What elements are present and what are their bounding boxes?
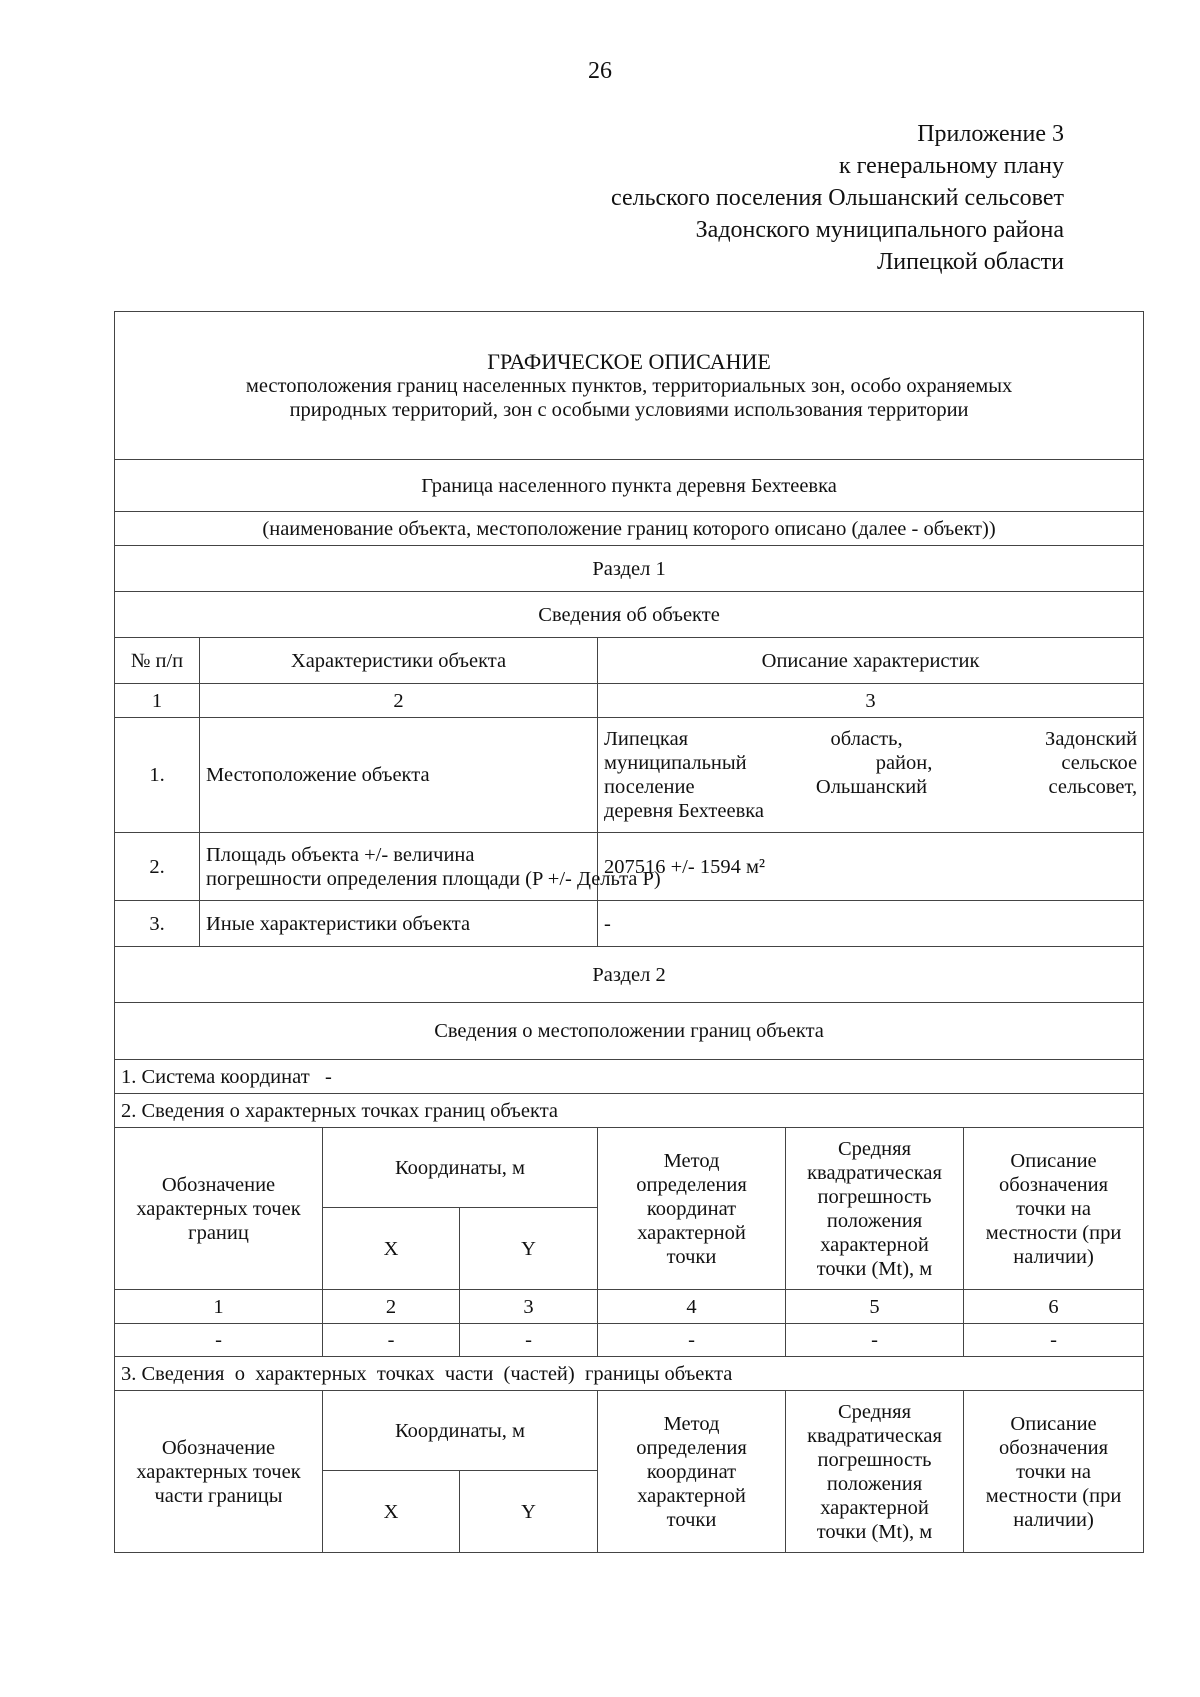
- points-col-number: 3: [460, 1290, 598, 1324]
- header-line: координат: [646, 1197, 737, 1220]
- header-line: погрешность: [817, 1185, 932, 1208]
- header-line: Обозначение: [161, 1436, 276, 1459]
- parts-heading: 3. Сведения о характерных точках части (частей) границы объекта: [115, 1357, 1144, 1391]
- header-line: точки на: [1016, 1460, 1091, 1483]
- page-number: 26: [588, 58, 612, 84]
- parts-col-x: X: [323, 1471, 460, 1553]
- characteristic-area-line2: погрешности определения площади (P +/- Дельта P): [206, 867, 661, 890]
- parts-col-y: Y: [460, 1471, 598, 1553]
- object-name: Граница населенного пункта деревня Бехтеевка: [115, 460, 1144, 512]
- description-line: деревня Бехтеевка: [604, 800, 765, 822]
- header-line: характерной: [820, 1496, 929, 1519]
- document-subtitle-line1: местоположения границ населенных пунктов, территориальных зон, особо охраняемых: [245, 374, 1013, 397]
- characteristic-area-line1: Площадь объекта +/- величина: [206, 843, 475, 866]
- points-data-cell: -: [460, 1324, 598, 1357]
- points-col-number: 4: [598, 1290, 786, 1324]
- description-line: Липецкая область, Задонский: [604, 728, 1138, 750]
- header-line: местности (при: [985, 1221, 1122, 1244]
- description-other: -: [598, 901, 1144, 947]
- points-col-coords: Координаты, м: [323, 1128, 598, 1208]
- header-line: наличии): [1013, 1508, 1094, 1531]
- header-line: границ: [188, 1221, 249, 1244]
- appendix-line: Задонского муниципального района: [695, 217, 1064, 243]
- header-line: обозначения: [999, 1436, 1109, 1459]
- header-line: положения: [826, 1472, 923, 1495]
- document-title-cell: [115, 312, 1144, 460]
- row-number: 3.: [115, 901, 200, 947]
- graphic-description-table: [114, 311, 1144, 1553]
- header-line: обозначения: [999, 1173, 1109, 1196]
- points-data-cell: -: [323, 1324, 460, 1357]
- description-line: поселение Ольшанский сельсовет,: [604, 776, 1138, 798]
- header-line: точки на: [1016, 1197, 1091, 1220]
- points-col-y: Y: [460, 1208, 598, 1290]
- section1-title: Раздел 1: [115, 546, 1144, 592]
- description-location: [598, 718, 1144, 833]
- document-title: ГРАФИЧЕСКОЕ ОПИСАНИЕ: [487, 348, 771, 374]
- header-line: точки: [666, 1245, 717, 1268]
- points-col-number: 6: [964, 1290, 1144, 1324]
- appendix-line: Липецкой области: [877, 249, 1064, 275]
- object-caption: (наименование объекта, местоположение границ которого описано (далее - объект)): [115, 512, 1144, 546]
- header-line: определения: [636, 1173, 747, 1196]
- appendix-line: Приложение 3: [917, 121, 1064, 147]
- appendix-line: сельского поселения Ольшанский сельсовет: [611, 185, 1064, 211]
- header-line: точки: [666, 1508, 717, 1531]
- header-line: Описание: [1010, 1149, 1097, 1172]
- header-line: квадратическая: [807, 1161, 942, 1184]
- points-heading: 2. Сведения о характерных точках границ объекта: [115, 1094, 1144, 1128]
- header-line: части границы: [154, 1484, 283, 1507]
- points-data-cell: -: [964, 1324, 1144, 1357]
- header-line: характерной: [637, 1221, 746, 1244]
- header-line: характерной: [820, 1233, 929, 1256]
- header-line: положения: [826, 1209, 923, 1232]
- appendix-line: к генеральному плану: [838, 153, 1064, 179]
- points-col-number: 2: [323, 1290, 460, 1324]
- points-col-number: 5: [786, 1290, 964, 1324]
- points-col-x: X: [323, 1208, 460, 1290]
- header-line: Средняя: [837, 1400, 911, 1423]
- col-number: 3: [598, 684, 1144, 718]
- header-line: местности (при: [985, 1484, 1122, 1507]
- header-line: точки (Mt), м: [816, 1520, 933, 1543]
- col-header-characteristic: Характеристики объекта: [200, 638, 598, 684]
- characteristic-location: Местоположение объекта: [200, 718, 598, 833]
- parts-col-description: [964, 1391, 1144, 1553]
- characteristic-area: [200, 833, 661, 901]
- row-number: 1.: [115, 718, 200, 833]
- header-line: наличии): [1013, 1245, 1094, 1268]
- points-col-method: [598, 1128, 786, 1290]
- col-header-number: № п/п: [115, 638, 200, 684]
- col-header-description: Описание характеристик: [598, 638, 1144, 684]
- header-line: определения: [636, 1436, 747, 1459]
- points-col-designation: [115, 1128, 323, 1290]
- points-data-cell: -: [598, 1324, 786, 1357]
- points-col-description: [964, 1128, 1144, 1290]
- header-line: Средняя: [837, 1137, 911, 1160]
- header-line: точки (Mt), м: [816, 1257, 933, 1280]
- section1-heading: Сведения об объекте: [115, 592, 1144, 638]
- header-line: характерных точек: [136, 1197, 301, 1220]
- parts-col-error: [786, 1391, 964, 1553]
- description-line: муниципальный район, сельское: [604, 752, 1138, 774]
- header-line: координат: [646, 1460, 737, 1483]
- parts-col-method: [598, 1391, 786, 1553]
- section2-heading: Сведения о местоположении границ объекта: [115, 1003, 1144, 1060]
- header-line: квадратическая: [807, 1424, 942, 1447]
- header-line: Обозначение: [161, 1173, 276, 1196]
- description-area: 207516 +/- 1594 м²: [598, 833, 1144, 901]
- header-line: характерных точек: [136, 1460, 301, 1483]
- header-line: погрешность: [817, 1448, 932, 1471]
- col-number: 1: [115, 684, 200, 718]
- characteristic-other: Иные характеристики объекта: [200, 901, 598, 947]
- col-number: 2: [200, 684, 598, 718]
- document-subtitle-line2: природных территорий, зон с особыми условиями использования территории: [289, 398, 969, 421]
- header-line: Метод: [663, 1149, 720, 1172]
- header-line: Метод: [663, 1412, 720, 1435]
- header-line: Описание: [1010, 1412, 1097, 1435]
- points-data-cell: -: [786, 1324, 964, 1357]
- points-col-number: 1: [115, 1290, 323, 1324]
- row-number: 2.: [115, 833, 200, 901]
- coordinate-system: 1. Система координат -: [115, 1060, 1144, 1094]
- parts-col-coords: Координаты, м: [323, 1391, 598, 1471]
- appendix-block: [364, 118, 1064, 278]
- points-data-cell: -: [115, 1324, 323, 1357]
- parts-col-designation: [115, 1391, 323, 1553]
- points-col-error: [786, 1128, 964, 1290]
- header-line: характерной: [637, 1484, 746, 1507]
- section2-title: Раздел 2: [115, 947, 1144, 1003]
